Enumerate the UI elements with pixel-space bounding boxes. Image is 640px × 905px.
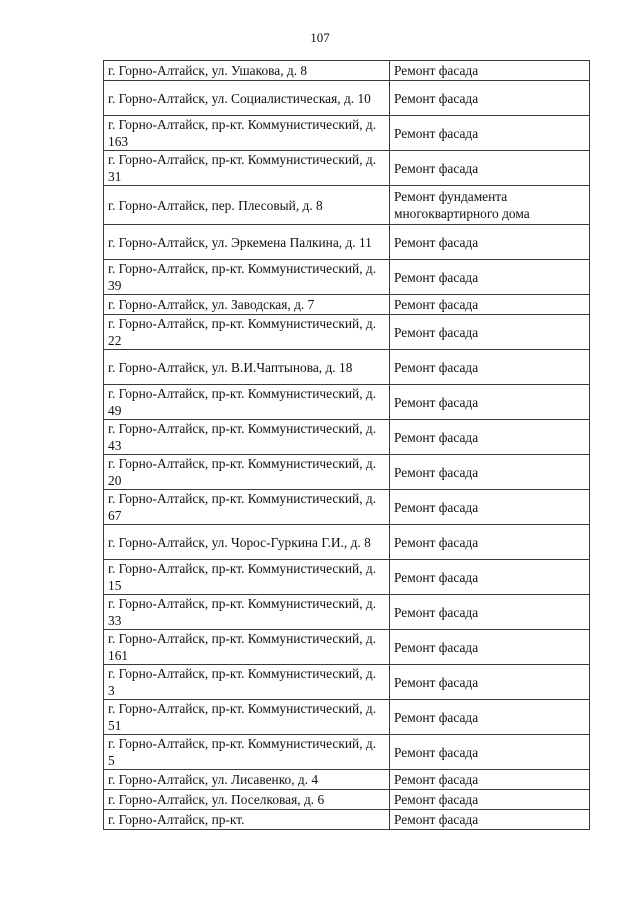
work-type-cell: Ремонт фасада	[390, 315, 590, 350]
work-type-cell: Ремонт фасада	[390, 770, 590, 790]
address-cell: г. Горно-Алтайск, пр-кт. Коммунистический, д. 33	[104, 595, 390, 630]
table-row	[104, 295, 590, 315]
table-row	[104, 186, 590, 225]
work-type-cell: Ремонт фасада	[390, 490, 590, 525]
table-row	[104, 790, 590, 810]
work-type-cell: Ремонт фасада	[390, 630, 590, 665]
table-row	[104, 420, 590, 455]
table-row	[104, 490, 590, 525]
work-type-cell: Ремонт фасада	[390, 61, 590, 81]
table-row	[104, 350, 590, 385]
address-cell: г. Горно-Алтайск, пр-кт. Коммунистический, д. 5	[104, 735, 390, 770]
address-cell: г. Горно-Алтайск, ул. Лисавенко, д. 4	[104, 770, 390, 790]
work-type-cell: Ремонт фасада	[390, 385, 590, 420]
address-cell: г. Горно-Алтайск, пр-кт. Коммунистический, д. 22	[104, 315, 390, 350]
address-cell: г. Горно-Алтайск, пр-кт. Коммунистический, д. 15	[104, 560, 390, 595]
table-row	[104, 525, 590, 560]
address-cell: г. Горно-Алтайск, ул. Заводская, д. 7	[104, 295, 390, 315]
address-cell: г. Горно-Алтайск, пр-кт. Коммунистический, д. 49	[104, 385, 390, 420]
address-cell: г. Горно-Алтайск, пр-кт. Коммунистический, д. 3	[104, 665, 390, 700]
work-type-cell: Ремонт фундамента многоквартирного дома	[390, 186, 590, 225]
work-type-cell: Ремонт фасада	[390, 225, 590, 260]
address-cell: г. Горно-Алтайск, пр-кт. Коммунистический, д. 43	[104, 420, 390, 455]
work-type-cell: Ремонт фасада	[390, 810, 590, 830]
table-row	[104, 81, 590, 116]
address-cell: г. Горно-Алтайск, ул. Социалистическая, д. 10	[104, 81, 390, 116]
address-cell: г. Горно-Алтайск, ул. Чорос-Гуркина Г.И., д. 8	[104, 525, 390, 560]
address-cell: г. Горно-Алтайск, ул. Ушакова, д. 8	[104, 61, 390, 81]
table-row	[104, 455, 590, 490]
table-row	[104, 225, 590, 260]
work-type-cell: Ремонт фасада	[390, 595, 590, 630]
table-row	[104, 385, 590, 420]
work-type-cell: Ремонт фасада	[390, 260, 590, 295]
work-type-cell: Ремонт фасада	[390, 455, 590, 490]
address-cell: г. Горно-Алтайск, ул. Эркемена Палкина, д. 11	[104, 225, 390, 260]
work-type-cell: Ремонт фасада	[390, 700, 590, 735]
address-cell: г. Горно-Алтайск, пр-кт. Коммунистический, д. 67	[104, 490, 390, 525]
table-row	[104, 151, 590, 186]
table-row	[104, 630, 590, 665]
address-cell: г. Горно-Алтайск, пр-кт. Коммунистический, д. 20	[104, 455, 390, 490]
table-body	[104, 61, 590, 830]
work-type-cell: Ремонт фасада	[390, 295, 590, 315]
address-cell: г. Горно-Алтайск, пр-кт. Коммунистический, д. 51	[104, 700, 390, 735]
table-row	[104, 810, 590, 830]
table-row	[104, 61, 590, 81]
table-row	[104, 700, 590, 735]
table-row	[104, 315, 590, 350]
work-type-cell: Ремонт фасада	[390, 116, 590, 151]
table-row	[104, 770, 590, 790]
table-row	[104, 560, 590, 595]
page-number: 107	[310, 30, 330, 45]
table-row	[104, 260, 590, 295]
address-cell: г. Горно-Алтайск, пр-кт. Коммунистический, д. 163	[104, 116, 390, 151]
work-type-cell: Ремонт фасада	[390, 81, 590, 116]
work-type-cell: Ремонт фасада	[390, 350, 590, 385]
address-cell: г. Горно-Алтайск, ул. В.И.Чаптынова, д. 18	[104, 350, 390, 385]
table-row	[104, 595, 590, 630]
work-type-cell: Ремонт фасада	[390, 735, 590, 770]
work-type-cell: Ремонт фасада	[390, 560, 590, 595]
work-type-cell: Ремонт фасада	[390, 151, 590, 186]
address-cell: г. Горно-Алтайск, пр-кт.	[104, 810, 390, 830]
address-cell: г. Горно-Алтайск, пер. Плесовый, д. 8	[104, 186, 390, 225]
table-row	[104, 735, 590, 770]
work-type-cell: Ремонт фасада	[390, 525, 590, 560]
address-work-table	[103, 60, 590, 830]
work-type-cell: Ремонт фасада	[390, 665, 590, 700]
table-row	[104, 665, 590, 700]
address-cell: г. Горно-Алтайск, пр-кт. Коммунистический, д. 31	[104, 151, 390, 186]
address-cell: г. Горно-Алтайск, пр-кт. Коммунистический, д. 39	[104, 260, 390, 295]
table-row	[104, 116, 590, 151]
work-type-cell: Ремонт фасада	[390, 790, 590, 810]
address-cell: г. Горно-Алтайск, ул. Поселковая, д. 6	[104, 790, 390, 810]
work-type-cell: Ремонт фасада	[390, 420, 590, 455]
address-cell: г. Горно-Алтайск, пр-кт. Коммунистический, д. 161	[104, 630, 390, 665]
